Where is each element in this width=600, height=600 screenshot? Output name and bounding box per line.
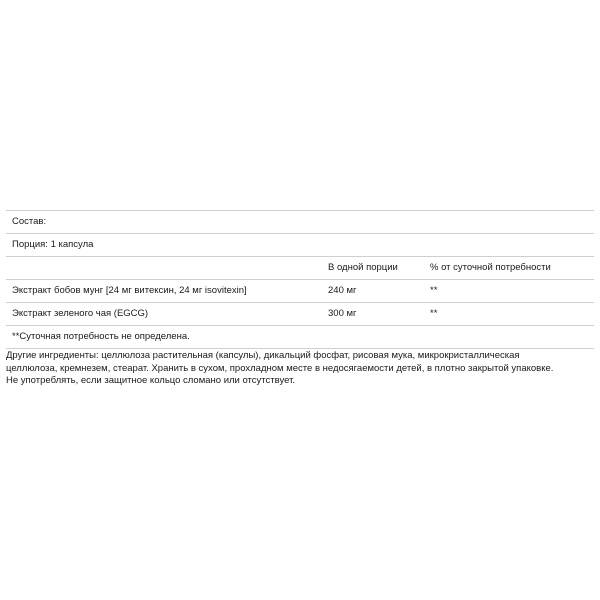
ingredient-daily-value: ** — [430, 285, 438, 296]
ingredient-amount: 300 мг — [328, 308, 357, 319]
other-ingredients-line: целлюлоза, кремнезем, стеарат. Хранить в сухом, прохладном месте в недосягаемости детей, в плотно закрытой упаковке. — [6, 362, 554, 374]
column-header-row — [6, 257, 594, 280]
footnote-row — [6, 326, 594, 349]
ingredient-amount: 240 мг — [328, 285, 357, 296]
daily-value-header: % от суточной потребности — [430, 262, 551, 273]
other-ingredients-line: Не употреблять, если защитное кольцо сломано или отсутствует. — [6, 375, 296, 387]
facts-title: Состав: — [12, 216, 47, 227]
daily-value-footnote: **Суточная потребность не определена. — [12, 331, 190, 342]
ingredient-row — [6, 280, 594, 303]
other-ingredients-line: Другие ингредиенты: целлюлоза растительная (капсулы), дикальций фосфат, рисовая мука, микрокристаллическая — [6, 350, 520, 361]
ingredient-name: Экстракт бобов мунг [24 мг витексин, 24 мг isovitexin] — [12, 285, 247, 296]
serving-size-row — [6, 234, 594, 257]
per-serving-header: В одной порции — [328, 262, 398, 273]
ingredient-row — [6, 303, 594, 326]
other-ingredients-text — [6, 350, 594, 388]
supplement-facts-table — [6, 210, 594, 349]
facts-title-row — [6, 211, 594, 234]
ingredient-daily-value: ** — [430, 308, 438, 319]
serving-size: Порция: 1 капсула — [12, 239, 94, 250]
ingredient-name: Экстракт зеленого чая (EGCG) — [12, 308, 149, 319]
